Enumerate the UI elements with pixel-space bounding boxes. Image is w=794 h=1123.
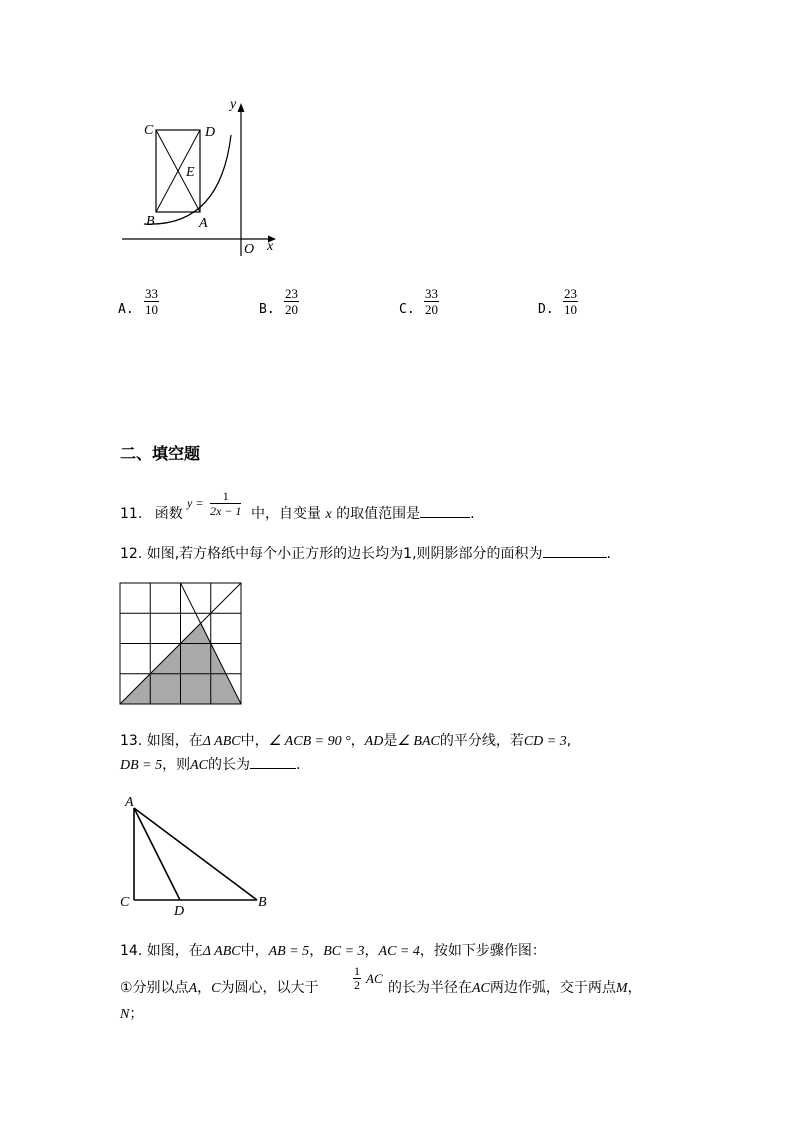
q14-point-m: M [615, 981, 628, 996]
y-axis-arrow [238, 103, 245, 112]
q14-ac: AC = 4 [378, 944, 420, 959]
label-d: D [174, 904, 185, 919]
q14-ab: AB = 5 [268, 944, 310, 959]
q13-text: ，则 [162, 757, 191, 773]
q14-text: 中， [240, 943, 269, 959]
q14-point-c: C [211, 981, 221, 996]
label-c: C [120, 895, 130, 910]
question-13-line2 [120, 754, 300, 774]
q11-middle: 中，自变量 [251, 506, 321, 522]
q14-half-ac: AC [366, 971, 383, 986]
q14-text: 为圆心，以大于 [220, 980, 319, 996]
q14-text: ，按如下步骤作图： [419, 943, 546, 959]
side-ab [134, 808, 257, 900]
q11-variable: x [325, 507, 332, 522]
q13-comma: , [566, 733, 572, 749]
label-c: C [144, 123, 154, 138]
figure-right-triangle [112, 790, 282, 920]
question-14-line3 [120, 1003, 143, 1023]
q13-intro: 13. 如图，在 [120, 733, 203, 749]
q12-text: 12. 如图,若方格纸中每个小正方形的边长均为1,则阴影部分的面积为 [120, 546, 543, 562]
q14-triangle: Δ ABC [202, 944, 241, 959]
q14-point-a: A [188, 981, 198, 996]
q13-ad: AD [364, 734, 384, 749]
q14-bc: BC = 3 [323, 944, 365, 959]
section-heading: 二、填空题 [120, 444, 201, 463]
question-13-line1 [120, 730, 571, 750]
answer-blank[interactable] [420, 517, 470, 518]
choice-letter: D. [538, 302, 554, 317]
q13-end: . [296, 757, 301, 773]
q11-number: 11. [120, 506, 143, 522]
q11-prefix: 函数 [154, 506, 183, 522]
label-x: x [267, 239, 274, 254]
q14-sep: ， [197, 980, 212, 996]
question-14-line2a [120, 977, 318, 997]
q14-intro: 14. 如图，在 [120, 943, 203, 959]
label-a: A [125, 795, 134, 810]
q13-text: 是 [383, 733, 398, 749]
question-14-line1 [120, 940, 546, 960]
q11-formula-fraction: $\frac{1}{2x - 1}$ [210, 489, 242, 518]
answer-blank[interactable] [250, 768, 296, 769]
choice-letter: B. [259, 302, 275, 317]
label-e: E [186, 165, 195, 180]
q14-sep: ， [364, 943, 379, 959]
q14-ac2: AC [472, 981, 490, 996]
choice-fraction: $\frac{33}{20}$ [425, 286, 438, 317]
q14-comma: ， [627, 980, 642, 996]
figure-rectangle-curve [110, 90, 290, 265]
question-12 [120, 543, 611, 563]
q13-sep: ， [350, 733, 365, 749]
q13-ac: AC [190, 758, 208, 773]
q11-end: . [470, 506, 475, 522]
q13-text: 的平分线，若 [439, 733, 524, 749]
label-o: O [244, 242, 255, 257]
q11-formula-lhs: y = [187, 496, 204, 510]
q14-text: ①分别以点 [120, 980, 189, 996]
q13-cd: CD = 3 [523, 734, 567, 749]
label-a: A [199, 216, 208, 231]
choice-letter: C. [399, 302, 415, 317]
q11-suffix: 的取值范围是 [336, 506, 421, 522]
q14-text: 的长为半径在 [388, 980, 472, 996]
q11-rest [251, 503, 475, 523]
answer-blank[interactable] [543, 557, 607, 558]
question-14-line2b [388, 977, 642, 997]
q14-half-fraction: $\frac{1}{2}$ [354, 964, 360, 992]
label-y: y [230, 97, 237, 112]
choice-letter: A. [118, 302, 134, 317]
q13-text: 中， [240, 733, 269, 749]
q14-text: 两边作弧，交于两点 [489, 980, 616, 996]
q13-triangle: Δ ABC [202, 734, 241, 749]
label-b: B [146, 214, 155, 229]
q14-sep: ， [309, 943, 324, 959]
question-11 [120, 503, 183, 523]
choice-fraction: $\frac{33}{10}$ [145, 286, 158, 317]
label-b: B [258, 895, 267, 910]
q14-point-n: N [120, 1007, 130, 1022]
q13-text: 的长为 [208, 757, 250, 773]
q13-angle2: ∠ BAC [397, 734, 440, 749]
label-d: D [205, 125, 216, 140]
q13-angle: ∠ ACB = 90 ° [268, 734, 351, 749]
q14-end: ； [129, 1006, 144, 1022]
choice-fraction: $\frac{23}{10}$ [564, 286, 577, 317]
q12-end: . [606, 546, 611, 562]
q13-db: DB = 5 [120, 758, 163, 773]
choice-fraction: $\frac{23}{20}$ [285, 286, 298, 317]
figure-grid-shaded [119, 582, 245, 708]
bisector-ad [134, 808, 180, 900]
